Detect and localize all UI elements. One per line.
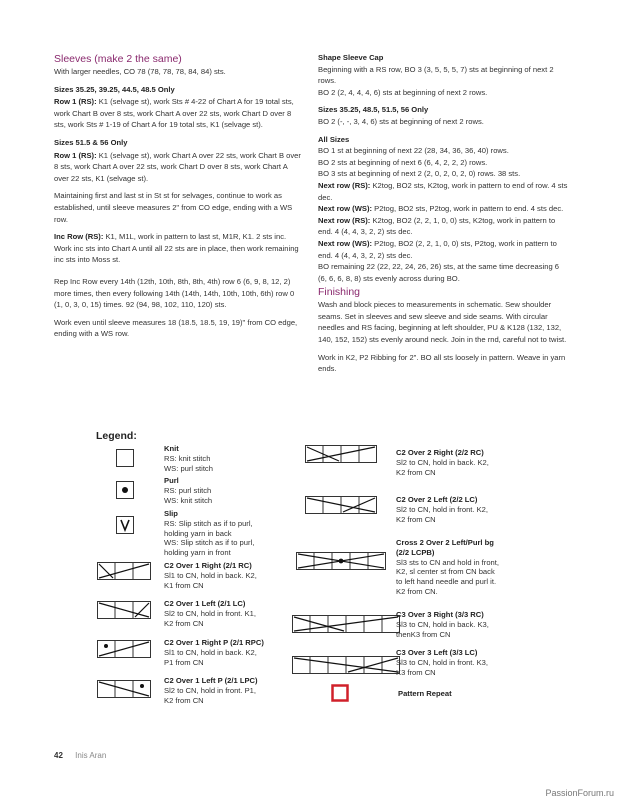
all-sizes-3: BO 3 sts at beginning of next 2 (2, 0, 2, 0, 2, 0) rows. 38 sts. (318, 169, 521, 179)
sizes-heading-1: Sizes 35.25, 39.25, 44.5, 48.5 Only (54, 84, 175, 94)
legend-purl-line: WS: knit stitch (164, 495, 213, 505)
legend-3-3-rc-name: C3 Over 3 Right (3/3 RC) (396, 610, 484, 619)
inc-row-label: Inc Row (RS): (54, 232, 104, 242)
next-row-4 (318, 238, 568, 261)
next-row-1 (318, 180, 568, 203)
legend-2-1-lpc-line: K2 from CN (164, 695, 204, 705)
page-number: 42 (54, 751, 63, 760)
slip-symbol-icon (116, 516, 134, 534)
legend-3-3-rc (396, 610, 489, 639)
legend-2-1-rc-line: Sl1 to CN, hold in back. K2, (164, 570, 257, 580)
work-even-paragraph: Work even until sleeve measures 18 (18.5, 18.5, 19, 19)" from CO edge, ending with a WS row. (54, 317, 298, 339)
legend-slip-line: WS: Slip stitch as if to purl, (164, 538, 255, 548)
cable-3-3-rc-icon (292, 615, 400, 633)
legend-2-2-rc (396, 448, 489, 477)
legend-2-1-rpc-line: P1 from CN (164, 657, 204, 667)
legend-2-2-lcpb-line: K2 from CN. (396, 586, 438, 596)
legend-pattern-repeat-name: Pattern Repeat (398, 689, 452, 698)
next-row-1-text: K2tog, BO2 sts, K2tog, work in pattern to end of row. 4 sts dec. (318, 180, 568, 202)
legend-purl (164, 476, 212, 505)
finishing-paragraph-2: Work in K2, P2 Ribbing for 2". BO all sts loosely in pattern. Weave in yarn ends. (318, 352, 566, 374)
legend-2-2-lcpb-name: Cross 2 Over 2 Left/Purl bg (396, 538, 494, 547)
sleeves-heading: Sleeves (make 2 the same) (54, 53, 182, 65)
legend-slip-name: Slip (164, 509, 178, 518)
legend-2-1-rc-line: K1 from CN (164, 580, 204, 590)
row1b-text: K1 (selvage st), work Chart A over 22 sts, work Chart B over 8 sts, work Chart A over 22 sts, work Chart D over 8 sts, work Chart A over 22 sts, K1 (selvage st). (54, 150, 301, 183)
legend-2-1-rc-name: C2 Over 1 Right (2/1 RC) (164, 561, 252, 570)
inc-row-paragraph (54, 231, 304, 266)
legend-2-2-lc (396, 495, 488, 524)
legend-2-2-lcpb-abbr: (2/2 LCPB) (396, 547, 435, 557)
legend-3-3-lc-name: C3 Over 3 Left (3/3 LC) (396, 648, 478, 657)
knit-symbol-icon (116, 449, 134, 467)
legend-knit-name: Knit (164, 444, 179, 453)
all-sizes-2: BO 2 sts at beginning of next 6 (6, 4, 2, 2, 2) rows. (318, 157, 488, 167)
row1b-paragraph (54, 150, 304, 185)
inc-row-text: K1, M1L, work in pattern to last st, M1R, K1. 2 sts inc. Work inc sts into Chart A until all 22 sts are in place, then work remaining inc sts into Moss st. (54, 232, 299, 265)
legend-purl-name: Purl (164, 476, 179, 485)
legend-2-2-lc-name: C2 Over 2 Left (2/2 LC) (396, 495, 478, 504)
legend-3-3-lc-line: Sl3 to CN, hold in front. K3, (396, 657, 489, 667)
legend-3-3-lc-line: K3 from CN (396, 667, 436, 677)
right-column (318, 52, 568, 381)
legend-3-3-lc (396, 648, 488, 677)
cable-2-2-lcpb-icon (296, 552, 386, 570)
legend-2-1-lc (164, 599, 256, 628)
legend-2-2-lcpb (396, 538, 499, 597)
legend-2-1-lc-line: K2 from CN (164, 618, 204, 628)
legend-2-2-lc-line: K2 from CN (396, 514, 436, 524)
legend-2-1-lc-line: Sl2 to CN, hold in front. K1, (164, 608, 257, 618)
legend-2-1-lpc-name: C2 Over 1 Left P (2/1 LPC) (164, 676, 258, 685)
cable-2-1-rpc-icon (97, 640, 151, 658)
legend-2-2-lcpb-line: Sl3 sts to CN and hold in front, (396, 557, 499, 567)
legend-2-2-lcpb-line: K2, sl center st from CN back (396, 567, 495, 577)
next-row-2-text: P2tog, BO2 sts, P2tog, work in pattern to end. 4 sts dec. (374, 204, 564, 214)
cable-2-2-lc-icon (305, 496, 377, 514)
sleeves-intro: With larger needles, CO 78 (78, 78, 78, 84, 84) sts. (54, 67, 226, 76)
legend-2-2-rc-line: Sl2 to CN, hold in back. K2, (396, 457, 489, 467)
next-row-2 (318, 203, 568, 215)
legend-2-1-rpc-line: Sl1 to CN, hold in back. K2, (164, 647, 257, 657)
legend-2-1-rc (164, 561, 257, 590)
cable-2-1-lpc-icon (97, 680, 151, 698)
pattern-repeat-icon (331, 684, 349, 702)
legend-2-2-lc-line: Sl2 to CN, hold in front. K2, (396, 504, 489, 514)
cable-2-1-rc-icon (97, 562, 151, 580)
page-footer (54, 751, 106, 760)
legend-2-2-rc-name: C2 Over 2 Right (2/2 RC) (396, 448, 484, 457)
next-row-1-label: Next row (RS): (318, 180, 371, 190)
cap-paragraph-3: BO 2 (-, -, 3, 4, 6) sts at beginning of next 2 rows. (318, 116, 484, 126)
legend-2-1-lc-name: C2 Over 1 Left (2/1 LC) (164, 599, 246, 608)
left-column (54, 52, 304, 346)
cap-paragraph-1: Beginning with a RS row, BO 3 (3, 5, 5, 5, 7) sts at beginning of next 2 rows. (318, 64, 554, 86)
rep-paragraph: Rep Inc Row every 14th (12th, 10th, 8th, 8th, 4th) row 6 (6, 9, 8, 12, 2) more times, then every following 14th (14th, 14th, 10th, 10th, 6th) row 0 (1, 0, 3, 0, 15) times. 92 (94, 98, 102, 110, 120) sts. (54, 276, 295, 310)
legend-3-3-rc-line: thenK3 from CN (396, 629, 451, 639)
legend-3-3-rc-line: Sl3 to CN, hold in back. K3, (396, 619, 489, 629)
legend-2-2-rc-line: K2 from CN (396, 467, 436, 477)
cable-3-3-lc-icon (292, 656, 400, 674)
sizes-heading-2: Sizes 51.5 & 56 Only (54, 137, 128, 147)
finishing-heading: Finishing (318, 286, 361, 299)
all-sizes-1: BO 1 st at beginning of next 22 (28, 34, 36, 36, 40) rows. (318, 146, 509, 156)
legend-knit-line: WS: purl stitch (164, 463, 213, 473)
legend-slip-line: holding yarn in back (164, 528, 232, 538)
next-row-4-text: P2tog, BO2 (2, 2, 1, 0, 0) sts, P2tog, work in pattern to end. 4 (4, 4, 3, 2, 2) sts dec. (318, 238, 557, 260)
legend-2-2-lcpb-line: to left hand needle and purl it. (396, 577, 497, 587)
row1-paragraph (54, 96, 304, 131)
maintain-paragraph: Maintaining first and last st in St st for selvages, continue to work as established, until sleeve measures 2" from CO edge, ending with a WS row. (54, 191, 293, 224)
watermark: PassionForum.ru (545, 788, 614, 798)
next-row-3 (318, 215, 568, 238)
next-row-4-label: Next row (WS): (318, 238, 372, 248)
legend-slip (164, 509, 254, 558)
legend-2-1-lpc-line: Sl2 to CN, hold in front. P1, (164, 685, 257, 695)
legend-title: Legend: (96, 430, 137, 442)
legend-slip-line: RS: Slip stitch as if to purl, (164, 518, 253, 528)
all-sizes-heading: All Sizes (318, 134, 350, 144)
sizes-heading-3: Sizes 35.25, 48.5, 51.5, 56 Only (318, 105, 429, 115)
row1-text: K1 (selvage st), work Sts # 4-22 of Chart A for 19 total sts, work Chart B over 8 sts, work Chart A over 22 sts, work Chart D over 8 sts, work Sts # 1-19 of Chart A for 19 total sts, K1 (selvage st). (54, 97, 294, 130)
cable-2-2-rc-icon (305, 445, 377, 463)
legend-2-1-rpc (164, 638, 264, 667)
next-row-2-label: Next row (WS): (318, 204, 372, 214)
legend-knit (164, 444, 213, 473)
legend-pattern-repeat (398, 689, 452, 699)
finishing-paragraph-1: Wash and block pieces to measurements in schematic. Sew shoulder seams. Set in sleeves and sew sleeve and side seams. With circular needles and RS facing, beginning at left shoulder, PU & K128 (132, 132, 140, 152, 152) sts evenly around neck. Join in the rnd, careful not to twist. (318, 300, 567, 345)
row1b-label: Row 1 (RS): (54, 150, 97, 160)
cable-2-1-lc-icon (97, 601, 151, 619)
legend-2-1-rpc-name: C2 Over 1 Right P (2/1 RPC) (164, 638, 264, 647)
row1-label: Row 1 (RS): (54, 97, 97, 107)
sleeve-cap-heading: Shape Sleeve Cap (318, 53, 384, 62)
bo-remaining: BO remaining 22 (22, 22, 24, 26, 26) sts, at the same time decreasing 6 (6, 6, 6, 8, 8) sts evenly across during BO. (318, 262, 560, 283)
legend-knit-line: RS: knit stitch (164, 453, 211, 463)
legend-2-1-lpc (164, 676, 258, 705)
book-title: Inis Aran (75, 751, 107, 760)
purl-symbol-icon (116, 481, 134, 499)
legend-slip-line: holding yarn in front (164, 548, 231, 558)
legend-purl-line: RS: purl stitch (164, 485, 212, 495)
next-row-3-text: K2tog, BO2 (2, 2, 1, 0, 0) sts, K2tog, work in pattern to end. 4 (4, 4, 3, 2, 2) sts dec. (318, 215, 556, 237)
next-row-3-label: Next row (RS): (318, 215, 371, 225)
cap-paragraph-2: BO 2 (2, 4, 4, 4, 6) sts at beginning of next 2 rows. (318, 87, 488, 97)
